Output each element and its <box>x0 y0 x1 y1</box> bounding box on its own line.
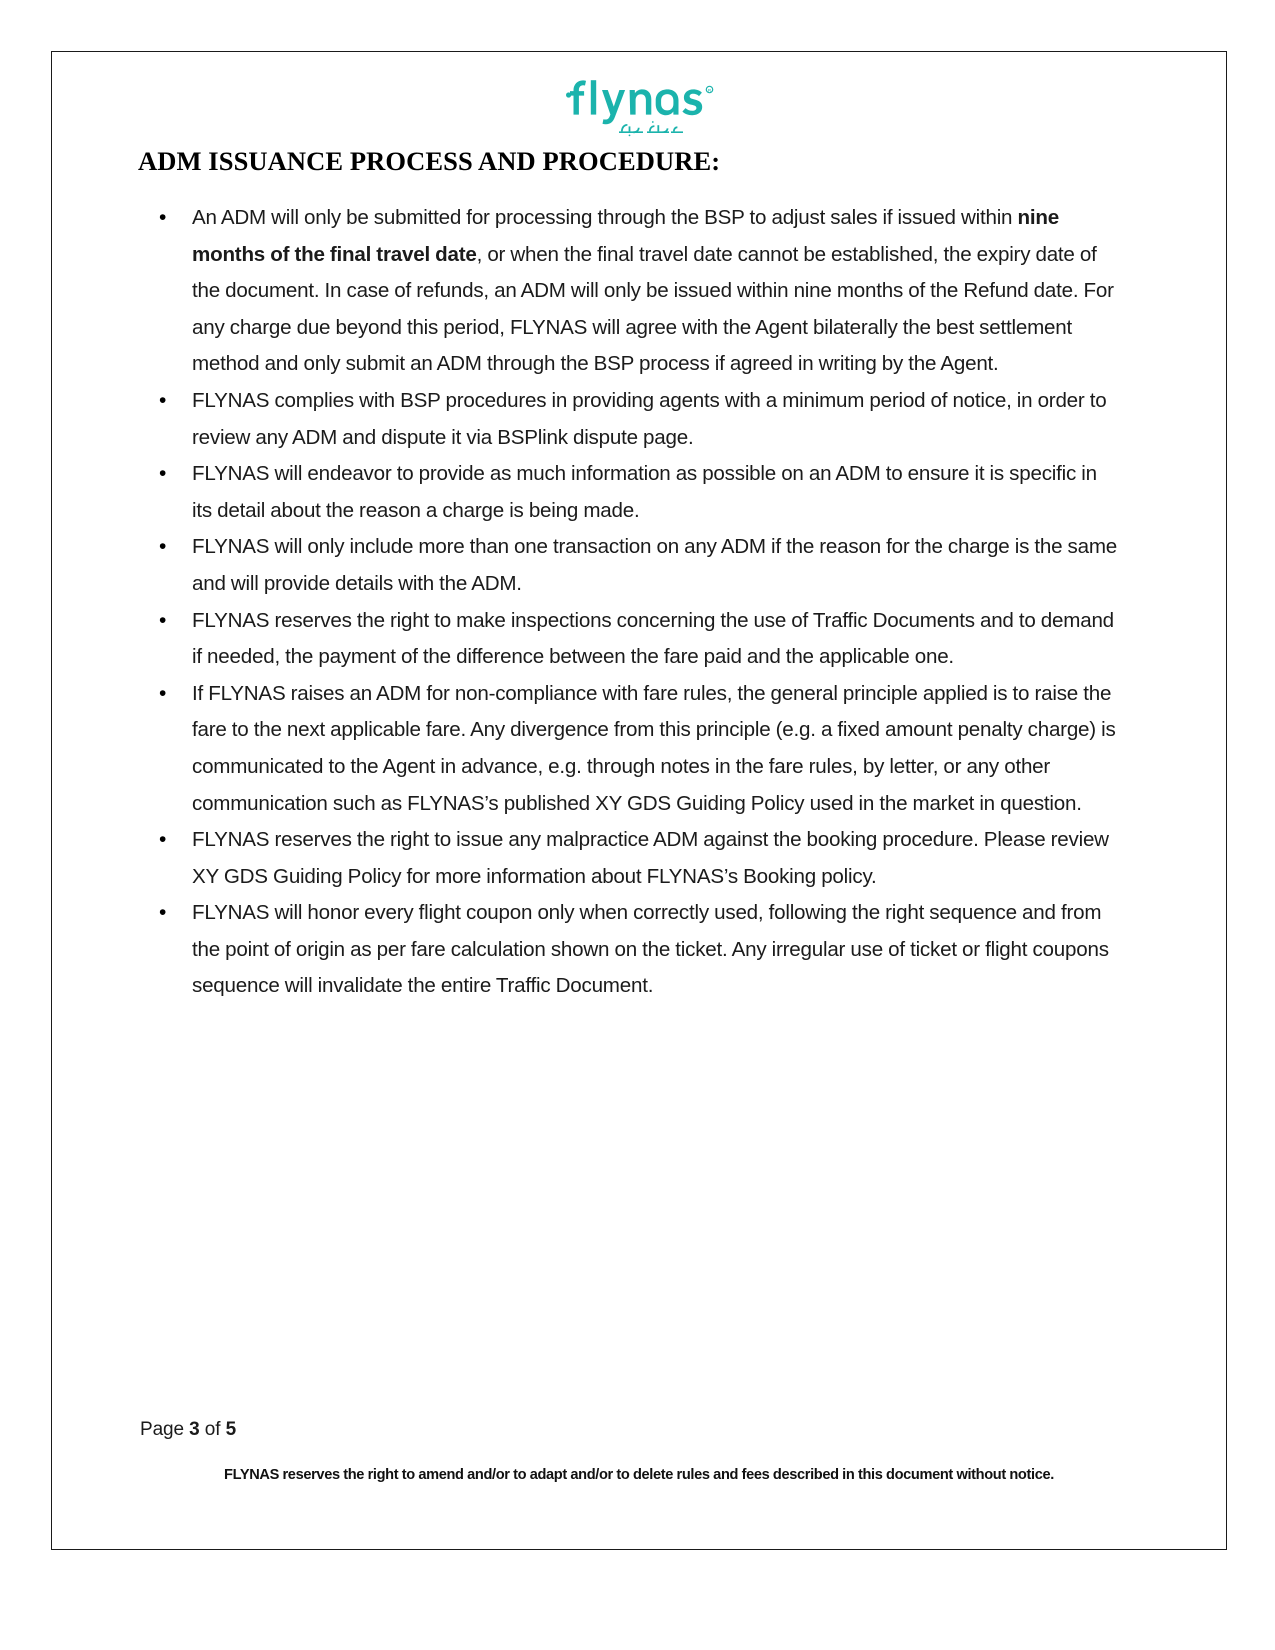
flynas-logo-icon <box>559 74 719 146</box>
document-page <box>51 51 1227 1550</box>
bullet-point-icon: • <box>159 206 167 229</box>
bullet-point-icon: • <box>159 608 167 632</box>
flynas-logo <box>52 74 1226 150</box>
plain-text: FLYNAS complies with BSP procedures in providing agents with a minimum period of notice, in order to review any ADM and dispute it via BSPlink dispute page. <box>192 388 1107 449</box>
footer-disclaimer: FLYNAS reserves the right to amend and/or to adapt and/or to delete rules and fees described in this document without notice. <box>224 1467 1054 1483</box>
page-prefix-label: Page <box>140 1419 190 1440</box>
list-item-text <box>192 901 1109 997</box>
bullet-point-icon: • <box>159 828 167 852</box>
svg-text:R: R <box>707 88 712 93</box>
list-item-text <box>192 682 1116 815</box>
plain-text: If FLYNAS raises an ADM for non-compliance with fare rules, the general principle applied is to raise the fare to the next applicable fare. Any divergence from this principle (e.g. a fixed amount penalty charge) is communicated to the Agent in advance, e.g. through notes in the fare rules, by letter, or any other communication such as FLYNAS’s published XY GDS Guiding Policy used in the market in question. <box>192 681 1116 815</box>
bullet-point-icon: • <box>159 681 167 705</box>
page-number-footer <box>140 1419 236 1441</box>
plain-text: , or when the final travel date cannot be established, the expiry date of the document. In case of refunds, an ADM will only be issued within nine months of the Refund date. For any charge due beyond this period, FLYNAS will agree with the Agent bilaterally the best settlement method and only submit an ADM through the BSP process if agreed in writing by the Agent. <box>192 242 1114 376</box>
list-item <box>102 456 1118 529</box>
list-item-text <box>192 389 1106 449</box>
policy-bullet-list <box>102 200 1118 1005</box>
list-item <box>102 529 1118 602</box>
list-item-text <box>192 609 1114 669</box>
list-item <box>102 603 1118 676</box>
plain-text: FLYNAS will only include more than one transaction on any ADM if the reason for the charge is the same and will provide details with the ADM. <box>192 535 1118 595</box>
list-item <box>102 822 1118 895</box>
plain-text: FLYNAS reserves the right to issue any malpractice ADM against the booking procedure. Please review XY GDS Guiding Policy for more information about FLYNAS’s Booking policy. <box>192 828 1109 888</box>
list-item <box>102 676 1118 822</box>
plain-text: FLYNAS will endeavor to provide as much information as possible on an ADM to ensure it is specific in its detail about the reason a charge is being made. <box>192 462 1097 522</box>
list-item-text <box>192 206 1114 375</box>
bullet-point-icon: • <box>159 901 167 925</box>
list-item <box>102 895 1118 1005</box>
page-title: ADM ISSUANCE PROCESS AND PROCEDURE: <box>138 146 721 176</box>
plain-text: FLYNAS reserves the right to make inspections concerning the use of Traffic Documents and to demand if needed, the payment of the difference between the fare paid and the applicable one. <box>192 608 1114 669</box>
page-current-number: 3 <box>189 1419 200 1440</box>
plain-text: FLYNAS will honor every flight coupon only when correctly used, following the right sequence and from the point of origin as per fare calculation shown on the ticket. Any irregular use of ticket or flight coupons sequence will invalidate the entire Traffic Document. <box>192 901 1109 998</box>
page-middle-label: of <box>199 1419 226 1440</box>
list-item <box>102 200 1118 383</box>
list-item-text <box>192 828 1109 888</box>
emphasized-text: nine months of the final travel date <box>192 206 1059 266</box>
list-item <box>102 383 1118 456</box>
bullet-point-icon: • <box>159 388 167 412</box>
page-total-number: 5 <box>225 1419 237 1440</box>
bullet-point-icon: • <box>159 462 167 486</box>
body-content <box>102 200 1118 1005</box>
plain-text: An ADM will only be submitted for processing through the BSP to adjust sales if issued within <box>192 206 1018 229</box>
list-item-text <box>192 535 1117 595</box>
list-item-text <box>192 462 1097 522</box>
bullet-point-icon: • <box>159 535 167 559</box>
